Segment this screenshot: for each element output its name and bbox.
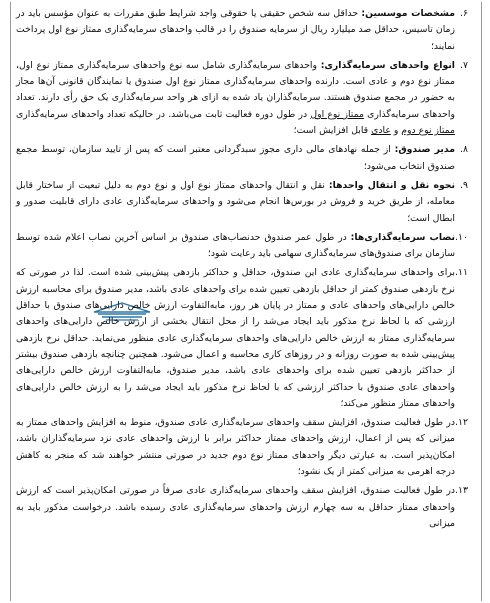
clause-text: از جمله نهادهای مالی داری مجوز سبدگردانی معتبر است که پس از تایید سازمان، توسط مجمع صندوق انتخاب می‌شود؛ (16, 144, 455, 172)
clause-number: ۱۱. (455, 267, 468, 279)
underlined-term: ممتاز نوع اول (310, 108, 364, 120)
clause-number: ۱۲. (455, 417, 468, 429)
clause-text: قابل افزایش است؛ (293, 125, 372, 137)
clause-heading: نحوه نقل و انتقال واحدها: (328, 179, 455, 191)
clause-number: ۸. (460, 144, 468, 156)
clause-text: برای واحدهای سرمایه‌گذاری عادی این صندوق، حداقل و حداکثر بازدهی پیش‌بینی شده است. لذا در صورتی که نرخ بازدهی صندوق کمتر از حداقل بازدهی تعیین شده برای واحدهای عادی باشد، مدیر صندوق برای محاسبه ارزش خالص دارایی‌های واحدهای عادی و ممتاز در پایان هر روز، مابه‌التفاوت ارزش خالص دارایی‌های صندوق با حداقل ارزشی که با لحاظ نرخ مذکور باید ایجاد می‌شد را از محل انتقال بخشی از ارزش خالص دارایی‌های واحدهای سرمایه‌گذاری ممتاز به ارزش خالص دارایی‌های واحدهای سرمایه‌گذاری عادی منظور می‌نماید. حداقل نرخ بازدهی پیش‌بینی شده به صورت روزانه و در روزهای کاری محاسبه و اعمال می‌شود. همچنین چنانچه بازدهی صندوق بیشتر از حداکثر بازدهی تعیین شده برای واحدهای عادی باشد، مدیر صندوق، مابه‌التفاوت ارزش خالص دارایی‌های واحدهای عادی صندوق با حداکثر ارزشی که با لحاظ نرخ مذکور باید ایجاد می‌شد را به ارزش خالص دارایی‌های واحدهای ممتاز منظور می‌کند؛ (16, 267, 455, 409)
clause-text: در طول فعالیت صندوق، افزایش سقف واحدهای سرمایه‌گذاری عادی صرفاً در صورتی امکان‌پذیر است که ارزش واحدهای ممتاز حداقل به سه چهارم ارزش واحدهای سرمایه‌گذاری عادی رسیده باشد. درخواست مذکور باید به میزانی (16, 485, 455, 529)
clause-item-10 (16, 230, 468, 263)
clause-item-12 (16, 415, 468, 480)
clause-number: ۱۰. (455, 231, 468, 243)
clause-number: ۹. (460, 179, 468, 191)
clause-item-7 (16, 58, 468, 139)
clause-list (16, 6, 468, 532)
clause-item-11 (16, 265, 468, 412)
clause-text: حداقل سه شخص حقیقی یا حقوقی واجد شرایط طبق مقررات به عنوان مؤسس باید در زمان تاسیس، حداقل صد میلیارد ریال از سرمایه صندوق را در قالب واحدهای سرمایه‌گذاری ممتاز نوع اول پرداخت نمایند؛ (16, 8, 455, 52)
clause-number: ۶. (460, 8, 468, 19)
clause-item-9 (16, 178, 468, 227)
clause-text: در طول عمر صندوق حدنصاب‌های صندوق بر اساس آخرین نصاب اعلام شده توسط سازمان برای صندوق‌های سرمایه‌گذاری سهامی باید رعایت شود؛ (16, 231, 455, 260)
clause-text: نقل و انتقال واحدهای ممتاز نوع اول و نوع دوم به دلیل تبعیت از ساختار قابل معامله، از طریق خرید و فروش در بورس‌ها انجام می‌شود و واحدهای سرمایه‌گذاری عادی دارای قابلیت صدور و ابطال است؛ (16, 179, 455, 224)
clause-text: در طول فعالیت صندوق، افزایش سقف واحدهای سرمایه‌گذاری عادی صندوق، منوط به افزایش واحدهای ممتاز به میزانی که پس از اعمال، ارزش واحدهای ممتاز حداکثر برابر با ارزش واحدهای عادی نزد سرمایه‌گذاران باشد، امکان‌پذیر است. به عبارتی دیگر واحدهای ممتاز نوع دوم جدید در صورتی منتشر خواهند شد که منجر به کاهش درجه اهرمی به میزانی کمتر از یک نشود؛ (16, 417, 455, 478)
underlined-term: عادی (371, 125, 391, 137)
clause-number: ۱۳. (455, 485, 468, 497)
clause-heading: انواع واحدهای سرمایه‌گذاری: (320, 59, 455, 71)
clause-text: واحدهای سرمایه‌گذاری شامل سه نوع واحدهای سرمایه‌گذاری ممتاز نوع اول، ممتاز نوع دوم و عادی است. دارنده واحدهای سرمایه‌گذاری ممتاز نوع اول صندوق یا نمایندگان قانونی آن‌ها مجاز به حضور در مجمع صندوق هستند. سرمایه‌گذاران یاد شده به ازای هر واحد سرمایه‌گذاری یک حق رأی دارند. تعداد واحدهای سرمایه‌گذاری (16, 59, 455, 120)
clause-text: در طول دوره فعالیت ثابت می‌باشد. در حالیکه تعداد واحدهای سرمایه‌گذاری (16, 108, 311, 120)
clause-item-13 (16, 483, 468, 532)
clause-heading: نصاب سرمایه‌گذاری‌ها: (350, 231, 456, 243)
clause-item-6 (16, 6, 468, 55)
clause-text: و (390, 125, 402, 137)
clause-item-8 (16, 142, 468, 175)
clause-heading: مشخصات موسسین: (361, 8, 456, 19)
clause-number: ۷. (460, 59, 468, 71)
underlined-term: ممتاز نوع دوم (401, 125, 455, 137)
clause-heading: مدیر صندوق: (394, 144, 455, 156)
